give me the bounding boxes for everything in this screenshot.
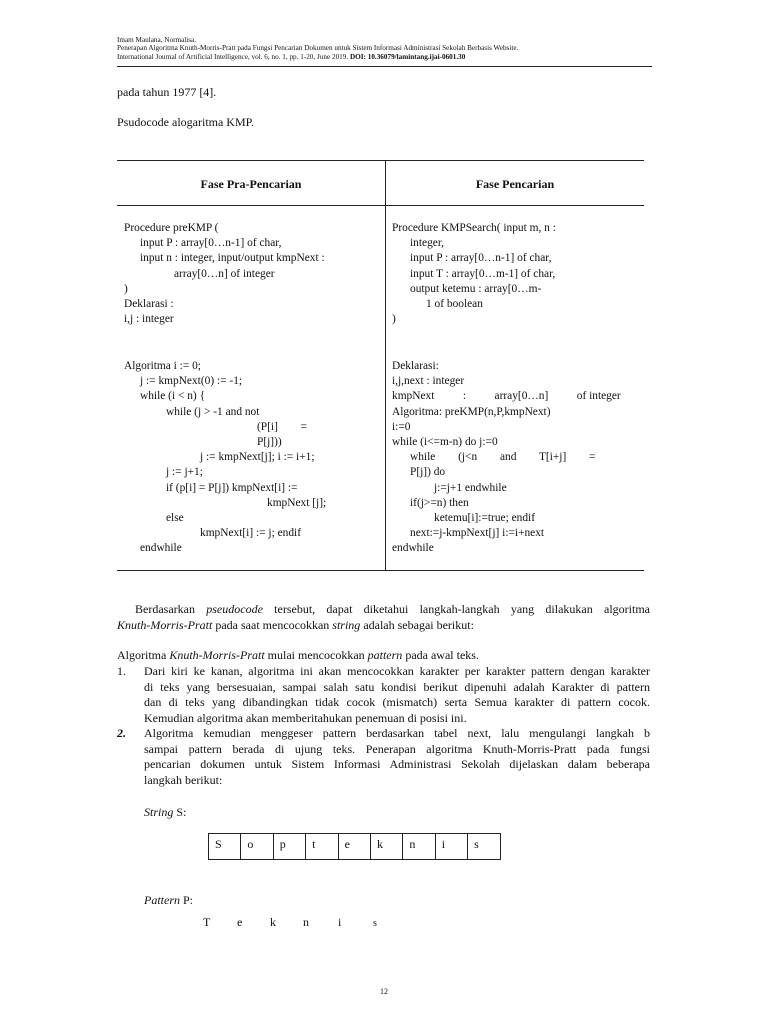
code-line: kmpNext : array[0…n] of integer: [392, 390, 621, 403]
pattern-char: n: [303, 915, 309, 929]
list-number-1: 1.: [117, 664, 126, 678]
paragraph-kmp-start: Algoritma Knuth-Morris-Pratt mulai mencocokkan pattern pada awal teks.: [117, 648, 479, 662]
code-line: j := kmpNext[j]; i := i+1;: [200, 451, 315, 464]
string-cell: o: [240, 833, 273, 860]
prekmp-algorithm-code: [124, 359, 326, 556]
pattern-char: e: [237, 915, 243, 929]
code-line: i,j,next : integer: [392, 375, 465, 388]
header-journal: [117, 53, 652, 61]
code-line: j := kmpNext(0) := -1;: [140, 375, 243, 388]
string-cell: s: [467, 833, 500, 860]
string-cell: k: [370, 833, 403, 860]
list-item-1: Dari kiri ke kanan, algoritma ini akan mencocokkan karakter per karakter pattern dengan karakter di teks yang bersesuaian, sampai salah satu kondisi berikut dipenuhi adalah Karakter di pattern dan di teks yang dibandingkan tidak cocok (mismatch) serta Semua karakter di pattern cocok. Kemudian algoritma akan memberitahukan penemuan di posisi ini.: [144, 664, 650, 725]
code-line: Algoritma: preKMP(n,P,kmpNext): [392, 405, 551, 418]
string-cell: i: [435, 833, 468, 860]
header-journal-citation: International Journal of Artificial Intelligence, vol. 6, no. 1, pp. 1-20, June 2019.: [117, 52, 349, 61]
list-number-2: 2.: [117, 726, 126, 740]
code-line: endwhile: [140, 542, 182, 555]
code-line: Procedure preKMP (: [124, 222, 219, 234]
code-line: if (p[i] = P[j]) kmpNext[i] :=: [166, 481, 298, 494]
string-cell: n: [402, 833, 435, 860]
intro-line-2: Psudocode alogaritma KMP.: [117, 115, 254, 129]
kmpsearch-procedure-code: [392, 221, 556, 327]
table-column-divider: [385, 160, 386, 571]
code-line: while (i<=m-n) do j:=0: [392, 435, 498, 448]
table-bottom-rule: [117, 570, 644, 571]
intro-line-1: pada tahun 1977 [4].: [117, 85, 217, 99]
code-line: j:=j+1 endwhile: [434, 481, 507, 494]
header-rule: [117, 66, 652, 67]
prekmp-procedure-code: [124, 221, 325, 327]
code-line: integer,: [410, 237, 445, 250]
code-line: next:=j-kmpNext[j] i:=i+next: [410, 527, 545, 540]
table-header-rule: [117, 205, 644, 206]
running-header: [117, 36, 652, 61]
paragraph-kmp-steps-intro: Berdasarkan pseudocode tersebut, dapat diketahui langkah-langkah yang dilakukan algoritma Knuth-Morris-Pratt pada saat mencocokkan string adalah sebagai berikut:: [117, 602, 650, 632]
code-line: kmpNext[i] := j; endif: [200, 527, 302, 540]
page-number: 12: [380, 987, 388, 996]
code-line: Deklarasi:: [392, 360, 439, 372]
table-header-search: Fase Pencarian: [475, 177, 555, 191]
header-title: Penerapan Algoritma Knuth-Morris-Pratt pada Fungsi Pencarian Dokumen untuk Sistem Informasi Administrasi Sekolah Berbasis Website.: [117, 44, 519, 53]
code-line: ketemu[i]:=true; endif: [434, 511, 535, 524]
code-line: output ketemu : array[0…m-: [410, 282, 542, 295]
header-doi: DOI: 10.36079/lamintang.ijai-0601.30: [349, 52, 466, 61]
pattern-char: T: [203, 915, 211, 929]
code-line: while (j > -1 and not: [166, 405, 260, 418]
code-line: input n : integer, input/output kmpNext :: [140, 252, 325, 265]
code-line: input P : array[0…n-1] of char,: [410, 252, 552, 265]
code-line: while (j<n and T[i+j] =: [410, 451, 596, 464]
string-cell: e: [338, 833, 371, 860]
pattern-char: s: [373, 918, 377, 929]
string-cell: S: [208, 833, 241, 860]
code-line: Algoritma i := 0;: [124, 360, 201, 372]
string-label: String S:: [144, 805, 187, 819]
code-line: endwhile: [392, 542, 434, 555]
pattern-label: Pattern P:: [144, 893, 194, 907]
code-line: input T : array[0…m-1] of char,: [410, 267, 556, 280]
code-line: while (i < n) {: [140, 390, 206, 403]
code-line: array[0…n] of integer: [174, 267, 275, 280]
string-cell: t: [305, 833, 338, 860]
string-cells: [209, 833, 501, 860]
code-line: ): [124, 282, 128, 295]
code-line: j := j+1;: [166, 466, 203, 479]
code-line: input P : array[0…n-1] of char,: [140, 237, 282, 250]
string-cell: p: [273, 833, 306, 860]
code-line: ): [392, 313, 396, 326]
code-line: else: [166, 511, 184, 524]
code-line: i,j : integer: [124, 313, 174, 326]
code-line: (P[i] =: [257, 420, 308, 433]
code-line: if(j>=n) then: [410, 496, 469, 509]
code-line: P[j])): [257, 435, 282, 448]
list-item-2: Algoritma kemudian menggeser pattern berdasarkan tabel next, lalu mengulangi langkah b sampai pattern berada di ujung teks. Penerapan algoritma Knuth-Morris-Pratt pada fungsi pencarian dokumen untuk Sistem Informasi Administrasi Sekolah dijelaskan dalam beberapa langkah berikut:: [144, 726, 650, 787]
code-line: kmpNext [j];: [267, 496, 327, 509]
table-top-rule: [117, 160, 644, 161]
code-line: Deklarasi :: [124, 297, 174, 310]
pattern-char: i: [338, 915, 342, 929]
kmpsearch-algorithm-code: [392, 359, 621, 556]
table-header-pre-search: Fase Pra-Pencarian: [200, 177, 302, 191]
header-authors: Imam Maulana, Normalisa.: [117, 36, 197, 44]
code-line: Procedure KMPSearch( input m, n :: [392, 222, 556, 234]
code-line: i:=0: [392, 420, 411, 433]
code-line: 1 of boolean: [426, 297, 483, 310]
code-line: P[j]) do: [410, 466, 446, 479]
pattern-char: k: [270, 915, 276, 929]
